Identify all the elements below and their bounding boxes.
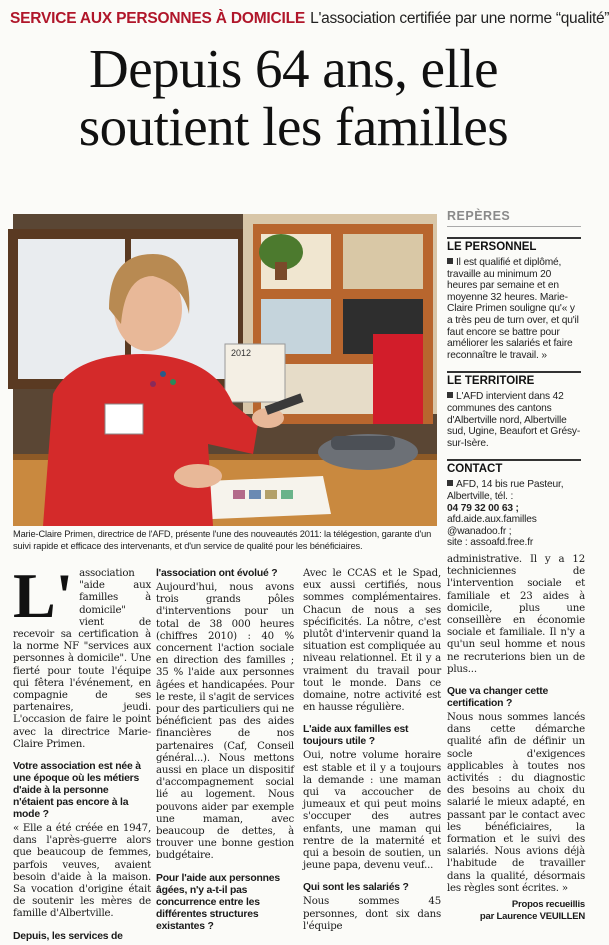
article-column-3 <box>303 568 441 936</box>
contact-site[interactable]: site : assoafd.free.fr <box>447 537 534 549</box>
territoire-title: LE TERRITOIRE <box>447 371 581 387</box>
bullet-square-icon <box>447 480 453 486</box>
photo-caption: Marie-Claire Primen, directrice de l'AFD, présente l'une des nouveautés 2011: la télégestion, garante d'un suivi rapide et efficace des intervenants, et d'un service de qualité pour les bénéficiaires. <box>13 529 432 551</box>
article-column-1 <box>13 560 151 945</box>
kicker-tagline: L'association certifiée par une norme “qualité” <box>310 10 609 27</box>
answer-2: Aujourd'hui, nous avons trois grands pôles d'interventions pour un total de 38 000 heures (chiffres 2010) : 40 % concernent l'action sociale en direction des familles ; 35 % l'aide aux personnes âgées et handicapées. Pour le reste, il s'agit de services pour des particuliers qui ne bénéficient pas des aides financières de nos partenaires (Caf, Conseil général...). Nous mettons aussi en place un dispositif d'accompagnement social lié au logement. Nous pouvons aider par exemple une maman, avec beaucoup de dettes, à trouver une bonne gestion budgétaire. <box>156 582 294 862</box>
answer-5-continued: administrative. Il y a 12 techniciennes de l'intervention sociale et familiale et 23 aides à domicile, plus une conseillère en économie sociale et familiale. Il n'y a qu'un seul homme et nous ne recruterions bien un de plus... <box>447 554 585 675</box>
contact-email-1[interactable]: afd.aide.aux.familles <box>447 514 537 526</box>
calendar-label: 2012 <box>231 348 252 358</box>
question-5: Qui sont les salariés ? <box>303 882 409 894</box>
headline <box>10 40 577 156</box>
contact-email-2[interactable]: @wanadoo.fr ; <box>447 525 512 537</box>
territoire-text: L'AFD intervient dans 42 communes des cantons d'Albertville nord, Albertville sud, Ugine, Beaufort et Grésy-sur-Isère. <box>447 391 581 449</box>
question-4: L'aide aux familles est toujours utile ? <box>303 724 409 748</box>
answer-1: « Elle a été créée en 1947, dans l'après-guerre alors que beaucoup de femmes, parfois veuves, avaient besoin d'aide à la maison. Sa vocation d'origine était de soutenir les mères de famille d'Albertville. <box>13 823 151 920</box>
question-3: Pour l'aide aux personnes âgées, n'y a-t-il pas concurrence entre les différentes structures existantes ? <box>156 872 280 932</box>
question-1: Votre association est née à une époque où les métiers d'aide à la personne n'étaient pas encore à la mode ? <box>13 761 141 821</box>
answer-4: Oui, notre volume horaire est stable et il y a toujours la demande : une maman qui va accoucher de jumeaux et qui peut moins s'occuper des autres enfants, une maman qui rentre de la maternité et qui a besoin de soutien, un jeune papa, devenu veuf... <box>303 750 441 872</box>
answer-5: Nous sommes 45 personnes, dont six dans l'équipe <box>303 896 441 932</box>
answer-6: Nous nous sommes lancés dans cette démarche qualité afin de définir un socle d'exigences applicables à toutes nos activités : du diagnostic des besoins au choix du salarié le mieux adapté, en passant par le contact avec les bénéficiaires, la formation et le suivi des salariés. Nous avions déjà l'habitude de travailler dans la qualité, désormais les règles sont écrites. » <box>447 712 585 894</box>
question-6: Que va changer cette certification ? <box>447 686 549 710</box>
question-2: l'association ont évolué ? <box>156 568 278 579</box>
personnel-section <box>447 237 581 361</box>
dropcap: L' <box>13 560 74 631</box>
section-label: SERVICE AUX PERSONNES À DOMICILE <box>10 10 306 27</box>
reperes-sidebar <box>447 206 581 549</box>
personnel-title: LE PERSONNEL <box>447 237 581 253</box>
headline-line2: soutient les familles <box>78 96 509 157</box>
kicker <box>10 8 609 34</box>
article-column-2 <box>156 568 294 935</box>
byline <box>447 899 585 923</box>
personnel-text: Il est qualifié et diplômé, travaille au minimum 20 heures par semaine et en moyenne 32 heures. Marie-Claire Primen souligne qu'« y a très peu de turn over, et qu'il faut encore se battre pour améliorer les salariés et faire reconnaître le travail. » <box>447 257 579 361</box>
reperes-title: REPÈRES <box>447 206 581 227</box>
article-column-4 <box>447 554 585 923</box>
article-photo <box>13 214 437 526</box>
bullet-square-icon <box>447 258 453 264</box>
contact-address: AFD, 14 bis rue Pasteur, Albertville, tél. : <box>447 479 564 502</box>
contact-phone[interactable]: 04 79 32 00 63 ; <box>447 502 519 514</box>
territoire-section <box>447 371 581 449</box>
contact-title: CONTACT <box>447 459 581 475</box>
intro-paragraph: association "aide aux familles à domicile" vient de recevoir sa certification à la norme NF "services aux personnes à domicile". Une fierté pour toute l'équipe qui fêtera l'événement, en compagnie de ses partenaires, jeudi. L'occasion de faire le point avec la directrice Marie-Claire Primen. <box>13 568 151 750</box>
contact-section <box>447 459 581 549</box>
answer-1-continued: Depuis, les services de <box>13 930 123 942</box>
bullet-square-icon <box>447 392 453 398</box>
answer-3: Avec le CCAS et le Spad, eux aussi certifiés, nous sommes complémentaires. Chacun de nous a ses spécificités. La nôtre, c'est plutôt d'intervenir quand la situation est compliquée au niveau relationnel. Et il y a vraiment du travail pour tout le monde. Dans ce domaine, notre activité est en hausse régulière. <box>303 568 441 714</box>
byline-label: Propos recueillis <box>511 899 585 911</box>
headline-line1: Depuis 64 ans, elle <box>88 38 498 99</box>
byline-author: par Laurence VEUILLEN <box>479 911 585 923</box>
